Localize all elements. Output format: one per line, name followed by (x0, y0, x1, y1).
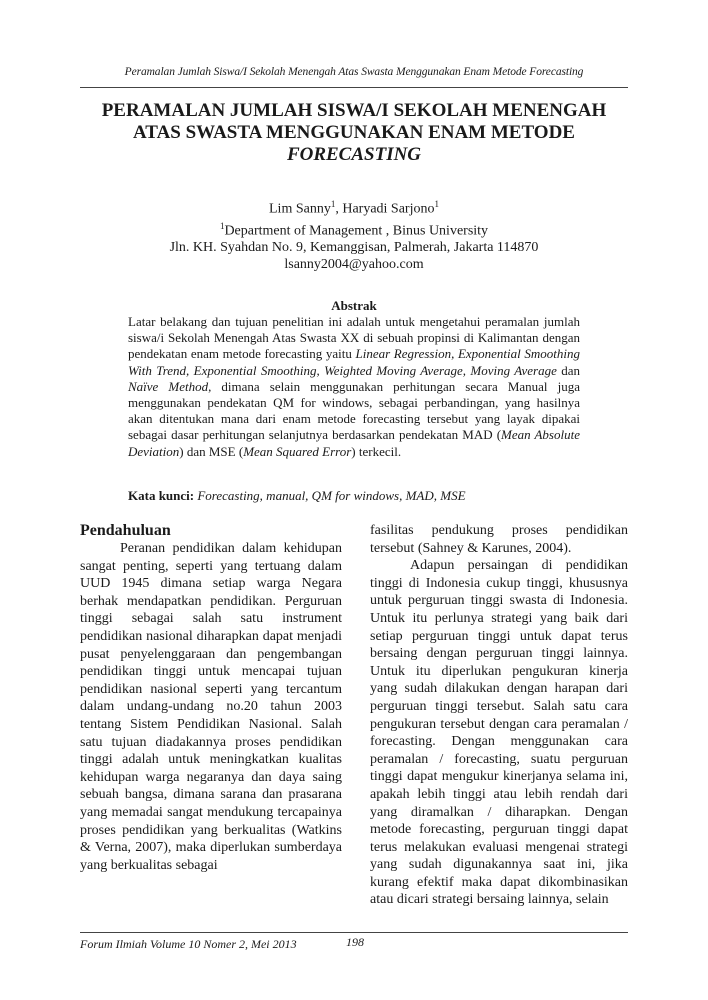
running-head: Peramalan Jumlah Siswa/I Sekolah Menengah Atas Swasta Menggunakan Enam Metode Forecasting (124, 66, 584, 78)
header-rule (80, 87, 628, 88)
title-line-1: PERAMALAN JUMLAH SISWA/I SEKOLAH MENENGAH (101, 100, 607, 121)
author-names: Lim Sanny$^1$, Haryadi Sarjono$^1$ (269, 199, 439, 217)
keywords: Kata kunci: Forecasting, manual, QM for windows, MAD, MSE (128, 488, 466, 503)
section-heading-pendahuluan: Pendahuluan (80, 522, 171, 539)
title-line-3: FORECASTING (286, 144, 422, 165)
paper-title (80, 100, 628, 166)
footer-journal: Forum Ilmiah Volume 10 Nomer 2, Mei 2013 (80, 937, 297, 951)
affiliation: $^1$Department of Management , Binus University (219, 220, 489, 239)
abstract-text: Latar belakang dan tujuan penelitian ini adalah untuk mengetahui peramalan jumlah siswa/i Sekolah Menengah Atas Swasta XX di sebuah propinsi di Kalimantan dengan pendekatan enam metode forecasting yaitu Linear Regression, Exponential Smoothing With Trend, Exponential Smoothing, Weighted Moving Average, Moving Average dan Naïve Method, dimana selain menggunakan perhitungan secara Manual juga menggunakan pendekatan QM for windows, sebagai perbandingan, yang hasilnya akan ditentukan mana dari enam metode forecasting tersebut yang layak dipakai sebagai dasar perhitungan selanjutnya berdasarkan pendekatan MAD (Mean Absolute Deviation) dan MSE (Mean Squared Error) terkecil. (128, 314, 580, 459)
left-paragraph: Peranan pendidikan dalam kehidupan sangat penting, seperti yang tertuang dalam UUD 1945 dimana setiap warga Negara berhak mendapatkan pendidikan. Perguruan tinggi sebagai salah satu instrument pendidikan nasional diharapkan dapat menjadi pusat penyelenggaraan dan pengembangan pendidikan tinggi untuk mencapai tujuan pendidikan nasional seperti yang tercantum dalam undang-undang no.20 tahun 2003 tentang Sistem Pendidikan Nasional. Salah satu tujuan diadakannya proses pendidikan tinggi adalah untuk meningkatkan kualitas kehidupan warga negaranya dan daya saing sebuah bangsa, dimana sarana dan prasarana yang memadai sangat mendukung tercapainya proses pendidikan yang berkualitas (Watkins & Verna, 2007), maka diperlukan sumberdaya yang berkualitas sebagai (80, 541, 342, 873)
right-column (370, 522, 628, 909)
title-line-2: ATAS SWASTA MENGGUNAKAN ENAM METODE (133, 122, 575, 143)
page-number: 198 (346, 935, 364, 949)
footer-rule (80, 932, 628, 933)
email: lsanny2004@yahoo.com (284, 257, 424, 273)
author-block (80, 196, 628, 273)
abstract-heading: Abstrak (331, 298, 377, 313)
address: Jln. KH. Syahdan No. 9, Kemanggisan, Palmerah, Jakarta 114870 (169, 240, 539, 256)
left-column (80, 540, 342, 874)
right-paragraph-1: fasilitas pendukung proses pendidikan tersebut (Sahney & Karunes, 2004). (370, 523, 628, 556)
right-paragraph-2: Adapun persaingan di pendidikan tinggi di Indonesia cukup tinggi, khususnya untuk perguruan tinggi swasta di Indonesia. Untuk itu perlunya strategi yang baik dari setiap perguruan tinggi untuk dapat terus bersaing dengan perguruan tinggi lainnya. Untuk itu diperlukan pengukuran kinerja yang sudah dilakukan dengan harapan dari perguruan tinggi tersebut. Salah satu cara pengukuran tersebut dengan cara peramalan / forecasting. Dengan menggunakan cara peramalan / forecasting, suatu perguruan tinggi dapat mengukur kinerjanya selama ini, apakah lebih tinggi atau lebih rendah dari yang diramalkan / diharapkan. Dengan metode forecasting, perguruan tinggi dapat terus melakukan evaluasi mengenai strategi yang sudah digunakannya saat ini, jika kurang efektif maka dapat dikombinasikan atau dicari strategi bersaing lainnya, selain (370, 558, 628, 908)
